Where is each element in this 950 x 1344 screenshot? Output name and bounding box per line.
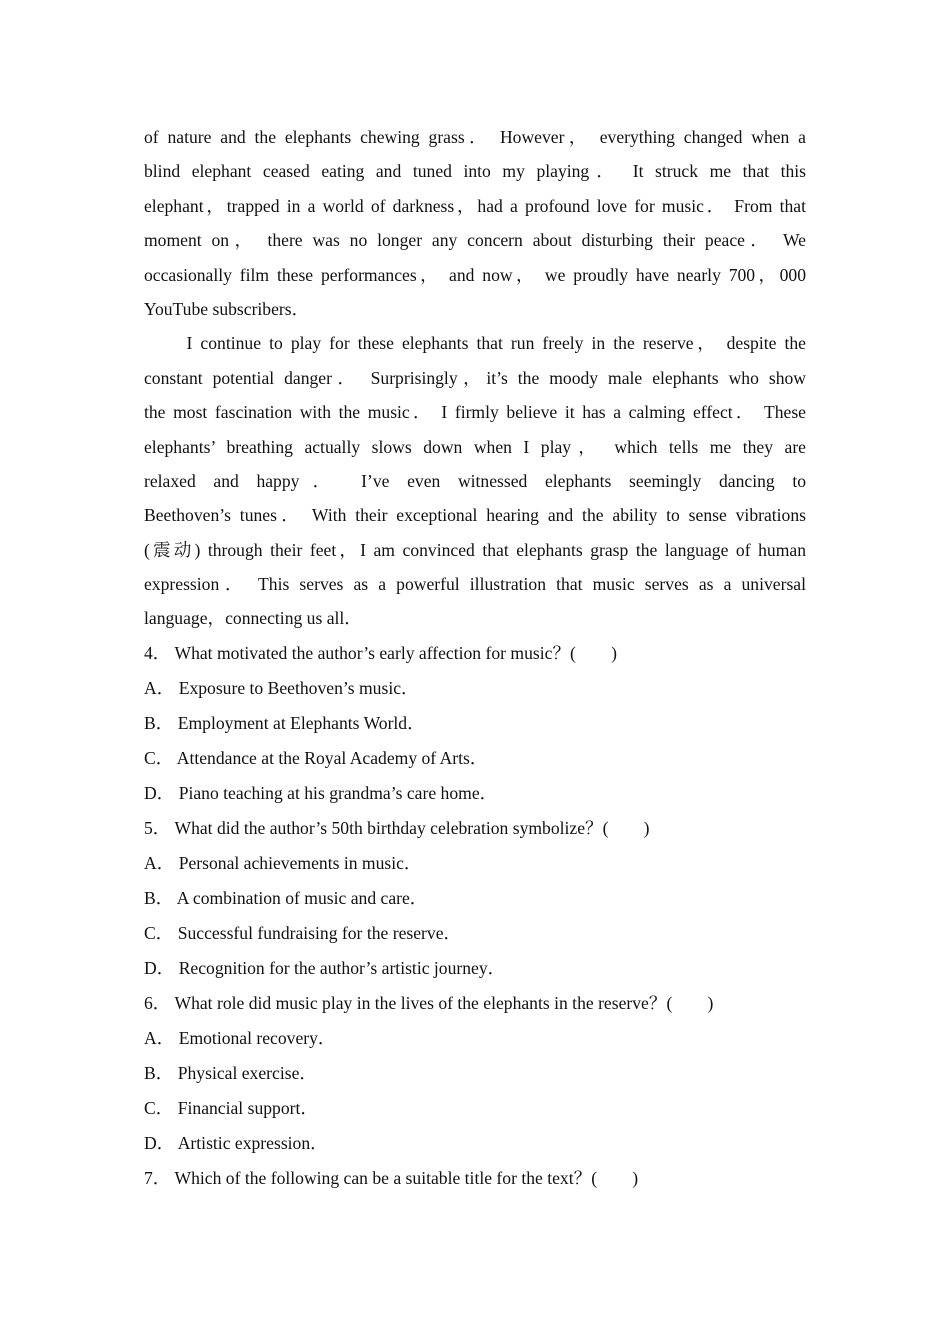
option-a: A． Exposure to Beethoven’s music． <box>144 677 419 698</box>
text-line: I continue to play for these elephants that run freely in the reserve， despite the <box>144 333 806 354</box>
option-d: D． Artistic expression． <box>144 1132 328 1153</box>
text-line: language，connecting us all． <box>144 608 362 629</box>
option-c: C． Financial support． <box>144 1097 318 1118</box>
text-line: elephants’ breathing actually slows down when I play， which tells me they are <box>144 436 806 457</box>
option-b: B． Employment at Elephants World． <box>144 712 425 733</box>
text-line: occasionally film these performances， and now， we proudly have nearly 700，000 <box>144 264 806 285</box>
text-line: of nature and the elephants chewing grass． However， everything changed when a <box>144 127 806 147</box>
passage-paragraph-1 <box>144 120 806 326</box>
text-line: the most fascination with the music． I firmly believe it has a calming effect． These <box>144 402 806 423</box>
option-d: D． Piano teaching at his grandma’s care home． <box>144 782 498 803</box>
question-5 <box>144 811 806 986</box>
option-b: B． Physical exercise． <box>144 1062 317 1083</box>
text-line: expression． This serves as a powerful illustration that music serves as a universal <box>144 574 806 595</box>
question-stem: 5． What did the author’s 50th birthday celebration symbolize？( ) <box>144 817 650 838</box>
passage-paragraph-2 <box>144 326 806 636</box>
text-line: (震动) through their feet，I am convinced that elephants grasp the language of human <box>144 539 806 560</box>
question-7 <box>144 1161 806 1196</box>
text-line: YouTube subscribers． <box>144 298 310 319</box>
question-6 <box>144 986 806 1161</box>
text-line: relaxed and happy． I’ve even witnessed elephants seemingly dancing to <box>144 470 806 491</box>
text-line: constant potential danger． Surprisingly，it’s the moody male elephants who show <box>144 367 806 388</box>
option-d: D． Recognition for the author’s artistic journey． <box>144 957 506 978</box>
question-stem: 4． What motivated the author’s early affection for music？( ) <box>144 642 617 663</box>
option-a: A． Personal achievements in music． <box>144 852 422 873</box>
question-stem: 6． What role did music play in the lives of the elephants in the reserve？( ) <box>144 992 714 1013</box>
text-line: elephant，trapped in a world of darkness，had a profound love for music． From that <box>144 195 806 216</box>
text-line: blind elephant ceased eating and tuned into my playing． It struck me that this <box>144 161 806 182</box>
text-line: moment on， there was no longer any concern about disturbing their peace． We <box>144 230 806 251</box>
question-stem: 7． Which of the following can be a suitable title for the text？( ) <box>144 1167 639 1188</box>
option-c: C． Attendance at the Royal Academy of Arts． <box>144 747 488 768</box>
document-page <box>144 120 806 1196</box>
text-line: Beethoven’s tunes． With their exceptional hearing and the ability to sense vibrations <box>144 505 806 526</box>
option-b: B． A combination of music and care． <box>144 887 428 908</box>
option-a: A． Emotional recovery． <box>144 1027 336 1048</box>
question-4 <box>144 636 806 811</box>
option-c: C． Successful fundraising for the reserve． <box>144 922 462 943</box>
